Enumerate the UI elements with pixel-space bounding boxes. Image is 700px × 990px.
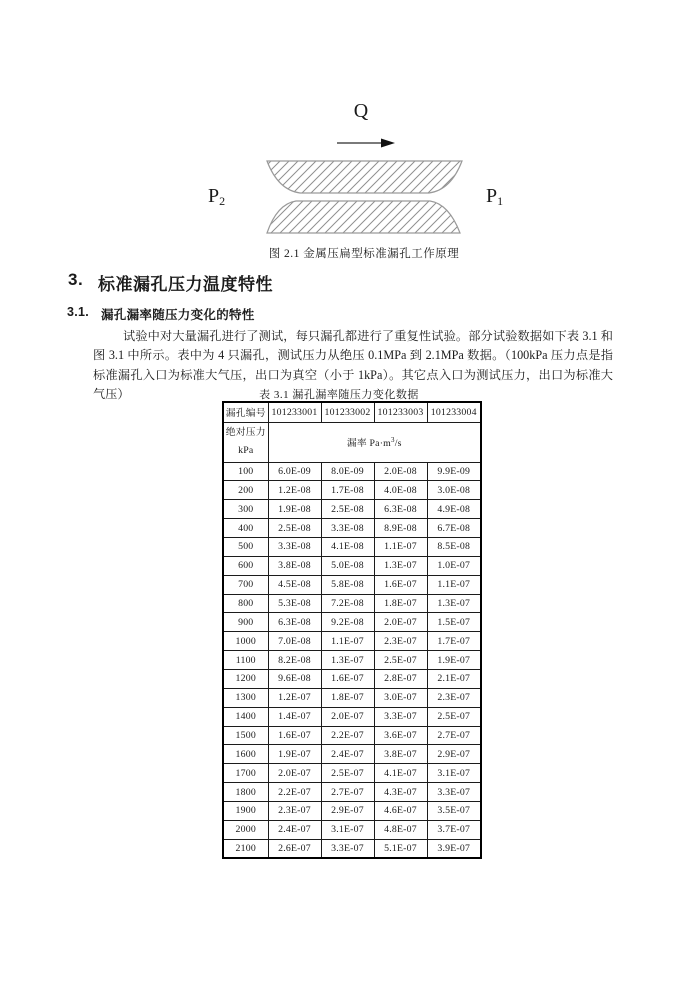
rate-cell: 1.3E-07	[427, 594, 481, 613]
rate-cell: 3.6E-07	[374, 726, 427, 745]
rate-cell: 1.1E-07	[427, 575, 481, 594]
rate-cell: 2.7E-07	[321, 783, 374, 802]
rate-cell: 3.8E-08	[268, 556, 321, 575]
rate-cell: 2.0E-08	[374, 462, 427, 481]
rate-cell: 1.2E-07	[268, 688, 321, 707]
table-row	[223, 745, 481, 764]
upper-jaw-shape	[267, 161, 462, 193]
pressure-cell: 2000	[223, 820, 268, 839]
inlet-pressure-subscript: 2	[219, 194, 226, 208]
subsection-title: 漏孔漏率随压力变化的特性	[101, 308, 255, 322]
section-title: 标准漏孔压力温度特性	[98, 275, 273, 294]
rate-cell: 2.6E-07	[268, 839, 321, 858]
table-row	[223, 613, 481, 632]
rate-cell: 3.1E-07	[321, 820, 374, 839]
pressure-cell: 1600	[223, 745, 268, 764]
rate-cell: 2.5E-07	[321, 764, 374, 783]
rate-cell: 1.6E-07	[321, 669, 374, 688]
table-row	[223, 669, 481, 688]
rate-cell: 2.5E-08	[321, 500, 374, 519]
rate-cell: 9.6E-08	[268, 669, 321, 688]
rate-cell: 1.3E-07	[374, 556, 427, 575]
leak-id-2: 101233002	[321, 402, 374, 422]
rate-cell: 2.4E-07	[268, 820, 321, 839]
inlet-pressure-label	[208, 185, 225, 209]
rate-cell: 2.9E-07	[427, 745, 481, 764]
pressure-cell: 300	[223, 500, 268, 519]
rate-cell: 2.8E-07	[374, 669, 427, 688]
rate-cell: 2.4E-07	[321, 745, 374, 764]
section-heading	[68, 270, 273, 295]
rate-cell: 8.2E-08	[268, 651, 321, 670]
leak-rate-table	[222, 401, 482, 859]
pressure-cell: 1100	[223, 651, 268, 670]
rate-cell: 4.1E-08	[321, 537, 374, 556]
leak-id-header: 漏孔编号	[223, 402, 268, 422]
table-unit-row	[223, 422, 481, 462]
pressure-cell: 800	[223, 594, 268, 613]
rate-cell: 1.5E-07	[427, 613, 481, 632]
pressure-cell: 500	[223, 537, 268, 556]
rate-cell: 4.5E-08	[268, 575, 321, 594]
rate-cell: 3.0E-07	[374, 688, 427, 707]
rate-cell: 1.6E-07	[268, 726, 321, 745]
table-row	[223, 688, 481, 707]
rate-cell: 3.1E-07	[427, 764, 481, 783]
flow-rate-label: Q	[353, 100, 369, 122]
rate-cell: 1.7E-07	[427, 632, 481, 651]
rate-cell: 2.5E-07	[374, 651, 427, 670]
table-row	[223, 481, 481, 500]
table-row	[223, 783, 481, 802]
pressure-cell: 600	[223, 556, 268, 575]
rate-cell: 3.7E-07	[427, 820, 481, 839]
inlet-pressure-symbol: P	[208, 185, 220, 207]
rate-cell: 3.8E-07	[374, 745, 427, 764]
rate-cell: 1.9E-08	[268, 500, 321, 519]
table-row	[223, 726, 481, 745]
figure-2-1-drawing	[0, 0, 700, 260]
rate-cell: 1.3E-07	[321, 651, 374, 670]
rate-cell: 8.0E-09	[321, 462, 374, 481]
rate-cell: 1.1E-07	[374, 537, 427, 556]
pressure-unit-line2: kPa	[238, 445, 254, 456]
pressure-cell: 2100	[223, 839, 268, 858]
table-row	[223, 537, 481, 556]
rate-cell: 4.6E-07	[374, 801, 427, 820]
rate-cell: 1.9E-07	[268, 745, 321, 764]
table-row	[223, 556, 481, 575]
rate-cell: 4.9E-08	[427, 500, 481, 519]
rate-unit-suffix: /s	[394, 438, 402, 449]
pressure-cell: 1300	[223, 688, 268, 707]
rate-cell: 8.5E-08	[427, 537, 481, 556]
rate-cell: 1.8E-07	[374, 594, 427, 613]
rate-cell: 1.6E-07	[374, 575, 427, 594]
rate-cell: 2.3E-07	[268, 801, 321, 820]
rate-cell: 1.4E-07	[268, 707, 321, 726]
rate-cell: 1.0E-07	[427, 556, 481, 575]
table-row	[223, 651, 481, 670]
rate-cell: 1.1E-07	[321, 632, 374, 651]
rate-cell: 4.0E-08	[374, 481, 427, 500]
rate-cell: 2.0E-07	[321, 707, 374, 726]
table-caption: 表 3.1 漏孔漏率随压力变化数据	[259, 389, 419, 401]
table-row	[223, 707, 481, 726]
flow-direction-arrow-icon	[337, 139, 395, 148]
rate-cell: 5.3E-08	[268, 594, 321, 613]
rate-cell: 6.3E-08	[268, 613, 321, 632]
rate-cell: 8.9E-08	[374, 519, 427, 538]
rate-cell: 6.0E-09	[268, 462, 321, 481]
rate-cell: 4.3E-07	[374, 783, 427, 802]
table-row	[223, 519, 481, 538]
rate-cell: 1.7E-08	[321, 481, 374, 500]
section-number: 3.	[68, 270, 84, 289]
rate-cell: 5.8E-08	[321, 575, 374, 594]
table-row	[223, 801, 481, 820]
table-header-row	[223, 402, 481, 422]
pressure-cell: 1900	[223, 801, 268, 820]
outlet-pressure-label	[486, 185, 503, 209]
pressure-cell: 1500	[223, 726, 268, 745]
pressure-cell: 700	[223, 575, 268, 594]
rate-cell: 6.7E-08	[427, 519, 481, 538]
rate-cell: 2.1E-07	[427, 669, 481, 688]
figure-caption: 图 2.1 金属压扁型标准漏孔工作原理	[268, 248, 460, 260]
leak-id-3: 101233003	[374, 402, 427, 422]
subsection-number: 3.1.	[67, 305, 90, 319]
rate-cell: 4.8E-07	[374, 820, 427, 839]
rate-cell: 3.3E-08	[268, 537, 321, 556]
rate-cell: 3.3E-08	[321, 519, 374, 538]
rate-cell: 3.5E-07	[427, 801, 481, 820]
leak-table-body	[223, 462, 481, 858]
rate-cell: 2.3E-07	[427, 688, 481, 707]
outlet-pressure-subscript: 1	[497, 194, 504, 208]
rate-unit-exponent: 3	[390, 436, 395, 444]
pressure-unit-header	[223, 422, 268, 462]
pressure-cell: 1400	[223, 707, 268, 726]
pressure-cell: 100	[223, 462, 268, 481]
rate-unit-header	[268, 422, 481, 462]
rate-cell: 7.0E-08	[268, 632, 321, 651]
rate-cell: 2.0E-07	[374, 613, 427, 632]
rate-cell: 3.3E-07	[427, 783, 481, 802]
table-row	[223, 820, 481, 839]
rate-cell: 1.9E-07	[427, 651, 481, 670]
table-row	[223, 632, 481, 651]
rate-unit-prefix: 漏率 Pa·m	[346, 438, 391, 449]
pressure-cell: 1700	[223, 764, 268, 783]
table-row	[223, 764, 481, 783]
rate-cell: 9.2E-08	[321, 613, 374, 632]
rate-cell: 2.2E-07	[321, 726, 374, 745]
rate-cell: 2.0E-07	[268, 764, 321, 783]
leak-id-4: 101233004	[427, 402, 481, 422]
rate-cell: 2.7E-07	[427, 726, 481, 745]
rate-cell: 3.3E-07	[321, 839, 374, 858]
pressure-cell: 200	[223, 481, 268, 500]
pressure-cell: 900	[223, 613, 268, 632]
rate-cell: 2.5E-08	[268, 519, 321, 538]
rate-cell: 3.0E-08	[427, 481, 481, 500]
lower-jaw-shape	[267, 201, 460, 233]
rate-cell: 9.9E-09	[427, 462, 481, 481]
outlet-pressure-symbol: P	[486, 185, 498, 207]
pressure-cell: 1200	[223, 669, 268, 688]
subsection-heading	[67, 305, 255, 323]
rate-cell: 2.2E-07	[268, 783, 321, 802]
rate-cell: 1.8E-07	[321, 688, 374, 707]
table-row	[223, 462, 481, 481]
rate-cell: 2.9E-07	[321, 801, 374, 820]
pressure-cell: 400	[223, 519, 268, 538]
pressure-cell: 1000	[223, 632, 268, 651]
rate-cell: 4.1E-07	[374, 764, 427, 783]
rate-cell: 1.2E-08	[268, 481, 321, 500]
rate-cell: 5.0E-08	[321, 556, 374, 575]
table-row	[223, 500, 481, 519]
leak-id-1: 101233001	[268, 402, 321, 422]
pressure-unit-line1: 绝对压力	[225, 427, 266, 438]
rate-cell: 7.2E-08	[321, 594, 374, 613]
rate-cell: 6.3E-08	[374, 500, 427, 519]
pressure-cell: 1800	[223, 783, 268, 802]
table-row	[223, 575, 481, 594]
body-paragraph: 试验中对大量漏孔进行了测试，每只漏孔都进行了重复性试验。部分试验数据如下表 3.1 和图 3.1 中所示。表中为 4 只漏孔，测试压力从绝压 0.1MPa 到 2.1MPa 数据。（100kPa 压力点是指标准漏孔入口为标准大气压，出口为真空（小于 1kPa）。其它点入口为测试压力，出口为标准大气压）	[93, 329, 613, 401]
rate-cell: 5.1E-07	[374, 839, 427, 858]
rate-cell: 2.5E-07	[427, 707, 481, 726]
table-row	[223, 839, 481, 858]
table-row	[223, 594, 481, 613]
rate-cell: 2.3E-07	[374, 632, 427, 651]
rate-cell: 3.9E-07	[427, 839, 481, 858]
rate-cell: 3.3E-07	[374, 707, 427, 726]
